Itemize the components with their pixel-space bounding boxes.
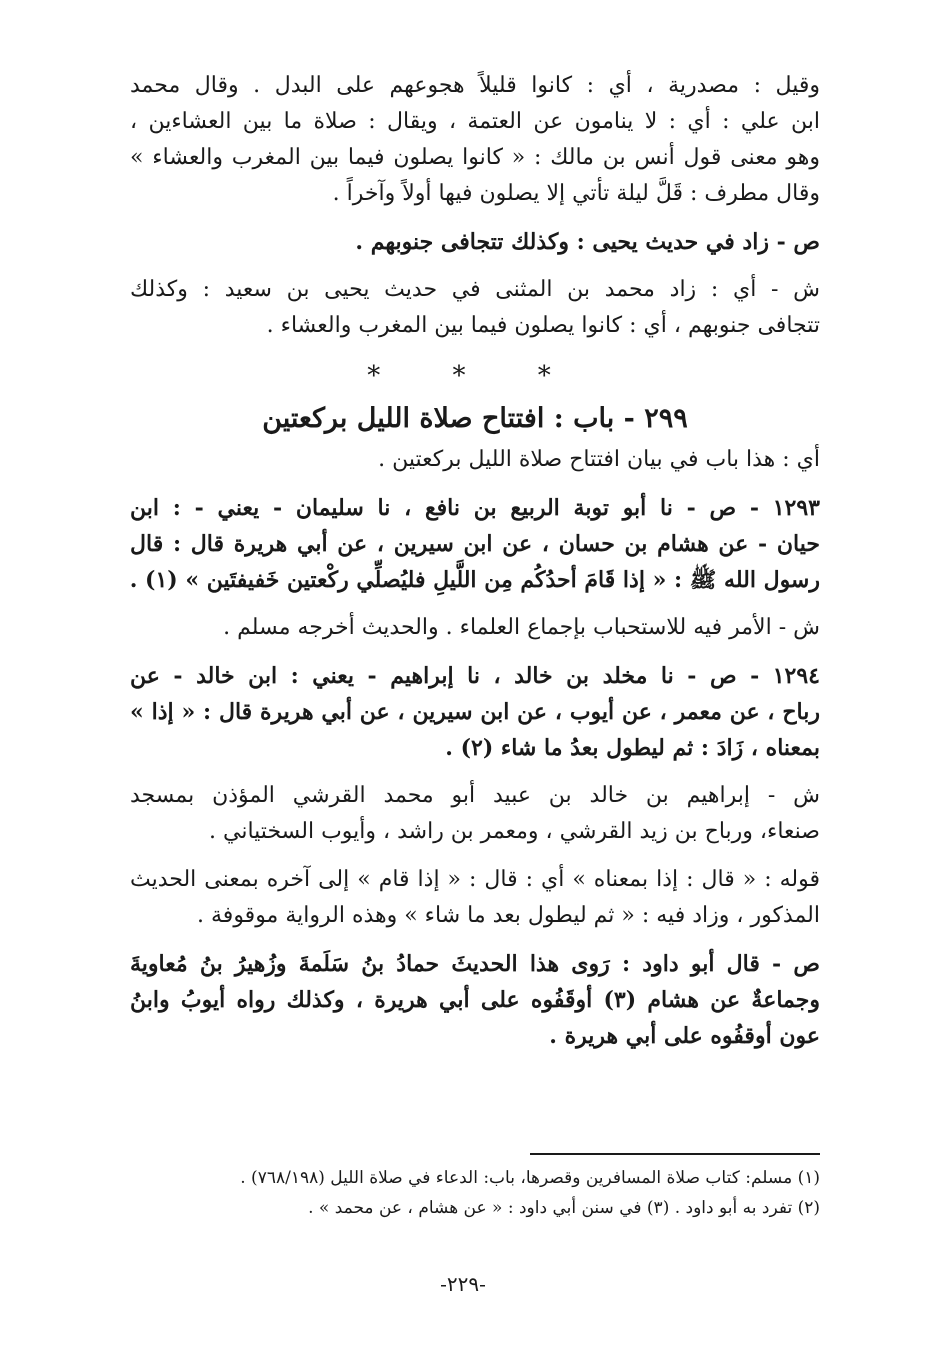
footnotes	[130, 1163, 820, 1223]
paragraph	[130, 610, 820, 646]
chapter-heading: ٢٩٩ - باب : افتتاح صلاة الليل بركعتين	[262, 403, 688, 434]
text-line: بمعناه ، زَادَ : ثم ليطول بعدُ ما شاء (٢) .	[445, 735, 820, 761]
text-line: صنعاء، ورباح بن زيد القرشي ، ومعمر بن راشد ، وأيوب السختياني .	[209, 819, 820, 844]
text-line: وجماعةٌ عن هشام (٣) أوقَفُوه على أبي هريرة ، وكذلك رواه أيوبُ وابنُ	[130, 987, 820, 1013]
text-line: ص - زاد في حديث يحيى : وكذلك تتجافى جنوبهم .	[355, 229, 820, 255]
paragraph	[130, 946, 820, 1054]
text-line: تتجافى جنوبهم ، أي : كانوا يصلون فيما بين المغرب والعشاء .	[266, 313, 820, 338]
paragraph	[130, 778, 820, 850]
section-separator: * * *	[367, 361, 583, 391]
text-line: ابن علي : أي : لا ينامون عن العتمة ، ويقال : صلاة ما بين العشاءين ،	[130, 109, 820, 134]
text-line: ١٢٩٣ - ص - نا أبو توبة الربيع بن نافع ، نا سليمان - يعني - : ابن	[130, 495, 820, 521]
text-line: وهو معنى قول أنس بن مالك : « كانوا يصلون فيما بين المغرب والعشاء »	[130, 145, 820, 170]
text-line: ١٢٩٤ - ص - نا مخلد بن خالد ، نا إبراهيم - يعني : ابن خالد - عن	[130, 663, 820, 689]
paragraph	[130, 862, 820, 934]
text-line: وقال مطرف : قَلَّ ليلة تأتي إلا يصلون فيها أولاً وآخراً .	[332, 181, 820, 206]
chapter-paragraphs	[130, 442, 820, 1066]
text-line: أي : هذا باب في بيان افتتاح صلاة الليل بركعتين .	[378, 447, 820, 472]
text-line: رسول الله ﷺ : « إذا قَامَ أحدُكُم مِن اللَّيلِ فليُصلِّي ركْعتين خَفيفتَين » (١) .	[129, 567, 820, 593]
text-line: قوله : « قال : إذا بمعناه » أي : قال : « إذا قام » إلى آخره بمعنى الحديث	[130, 867, 820, 892]
text-line: المذكور ، وزاد فيه : « ثم ليطول بعد ما شاء » وهذه الرواية موقوفة .	[197, 903, 820, 928]
footnote-line: (١) مسلم: كتاب صلاة المسافرين وقصرها، باب: الدعاء في صلاة الليل (٧٦٨/١٩٨) .	[240, 1168, 820, 1188]
footnote-line: (٢) تفرد به أبو داود . (٣) في سنن أبي داود : « عن هشام ، عن محمد » .	[308, 1198, 820, 1218]
text-line: ش - الأمر فيه للاستحباب بإجماع العلماء . والحديث أخرجه مسلم .	[223, 615, 820, 640]
text-line: عون أوقفُوه على أبي هريرة .	[549, 1023, 820, 1049]
text-line: رباح ، عن معمر ، عن أيوب ، عن ابن سيرين ، عن أبي هريرة قال : « إذا »	[130, 699, 820, 725]
text-line: ش - إبراهيم بن خالد بن عبيد أبو محمد القرشي المؤذن بمسجد	[130, 783, 820, 808]
paragraph	[130, 68, 820, 212]
paragraph	[130, 490, 820, 598]
paragraph	[130, 272, 820, 344]
text-line: وقيل : مصدرية ، أي : كانوا قليلاً هجوعهم على البدل . وقال محمد	[130, 73, 820, 98]
text-line: ش - أي : زاد محمد بن المثنى في حديث يحيى بن سعيد : وكذلك	[130, 277, 820, 302]
intro-paragraphs	[130, 68, 820, 356]
page-number: -٢٢٩-	[440, 1272, 486, 1296]
paragraph	[130, 658, 820, 766]
paragraph	[130, 224, 820, 260]
footnote-divider	[530, 1153, 820, 1155]
text-line: حيان - عن هشام بن حسان ، عن ابن سيرين ، عن أبي هريرة قال : قال	[130, 531, 820, 557]
text-line: ص - قال أبو داود : رَوى هذا الحديثَ حمادُ بنُ سَلَمةَ وزُهيرُ بنُ مُعاويةَ	[130, 951, 820, 977]
paragraph	[130, 442, 820, 478]
main-text	[130, 68, 820, 1066]
